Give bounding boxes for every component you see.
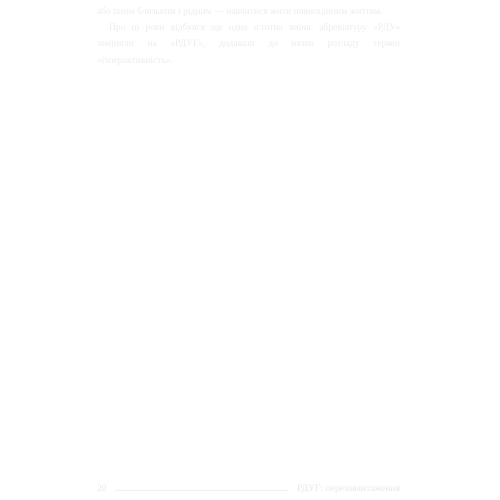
paragraph: Про ці роки відбувся ще одна істотна зміна: абревіатуру «РДУ» замінили на «РДУГ», додавши до назви розладу термін «гіперактивність». (97, 22, 400, 66)
paragraph: або їхнім близьким і рідним — навчитися жити повноцінним життям. (97, 6, 383, 17)
running-title: РДУГ: перезавантаження (296, 483, 400, 494)
footer-rule (115, 490, 289, 491)
page-number: 20 (97, 483, 107, 494)
page-footer (97, 483, 400, 494)
body-text (97, 4, 400, 69)
